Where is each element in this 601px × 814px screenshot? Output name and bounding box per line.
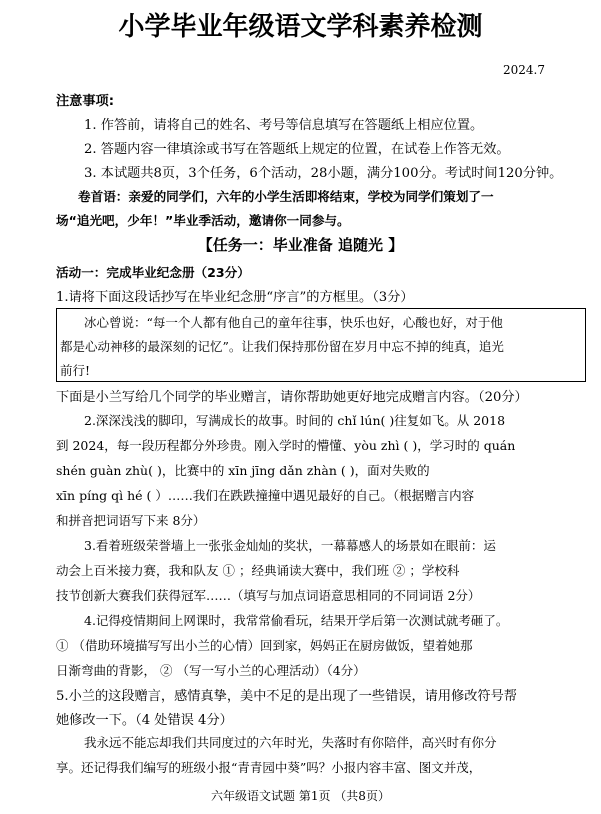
question-1: 1.请将下面这段话抄写在毕业纪念册“序言”的方框里。（3分）	[56, 290, 414, 305]
quote-line-3: 前行!	[60, 363, 91, 378]
question-5-line-2: 她修改一下。（4 处错误 4分）	[56, 713, 233, 728]
question-2-line-1: 2.深深浅浅的脚印，写满成长的故事。时间的 chǐ lún( )往复如飞。从 2018	[84, 413, 506, 428]
notice-heading: 注意事项:	[56, 94, 115, 109]
question-3-line-3: 技节创新大赛我们获得冠军……（填写与加点词语意思相同的不同词语 2分）	[56, 588, 481, 603]
question-5-line-1: 5.小兰的这段赠言，感情真挚，美中不足的是出现了一些错误，请用修改符号帮	[56, 689, 517, 704]
question-4-line-3: 日渐弯曲的背影， ② （写一写小兰的心理活动）（4分）	[56, 663, 366, 678]
question-2-line-5: 和拼音把词语写下来 8分）	[56, 513, 206, 528]
notice-item-1: 1. 作答前，请将自己的姓名、考号等信息填写在答题纸上相应位置。	[84, 118, 484, 133]
page-footer: 六年级语文试题 第1页 （共8页）	[211, 789, 390, 803]
question-2-line-3: shén guàn zhù( )，比赛中的 xīn jīng dǎn zhàn ( )，面对失败的	[56, 463, 430, 478]
quote-line-2: 都是心动神移的最深刻的记忆”。让我们保持那份留在岁月中忘不掉的纯真，追光	[60, 339, 504, 354]
question-3-line-1: 3.看着班级荣誉墙上一张张金灿灿的奖状，一幕幕感人的场景如在眼前：运	[84, 538, 496, 553]
question-2-line-4: xīn píng qì hé ( ）……我们在跌跌撞撞中遇见最好的自己。（根据赠言内容	[56, 488, 475, 503]
instruction-text: 下面是小兰写给几个同学的毕业赠言，请你帮助她更好地完成赠言内容。（20分）	[56, 390, 528, 405]
notice-item-3: 3. 本试题共8页，3个任务，6个活动，28小题，满分100分。考试时间120分钟。	[84, 166, 563, 181]
passage-line-1: 我永远不能忘却我们共同度过的六年时光，失落时有你陪伴，高兴时有你分	[84, 735, 497, 750]
passage-line-2: 享。还记得我们编写的班级小报“青青园中葵”吗？小报内容丰富、图文并茂，	[56, 760, 482, 775]
preface-line-1: 卷首语：亲爱的同学们，六年的小学生活即将结束，学校为同学们策划了一	[78, 189, 494, 204]
preface-line-2: 场“追光吧，少年！”毕业季活动，邀请你一同参与。	[56, 213, 350, 228]
question-2-line-2: 到 2024，每一段历程都分外珍贵。刚入学时的懵懂、yòu zhì ( )，学习时的 quán	[56, 438, 516, 453]
quote-line-1: 冰心曾说：“每一个人都有他自己的童年往事，快乐也好，心酸也好，对于他	[84, 315, 503, 330]
activity-heading: 活动一：完成毕业纪念册（23分）	[56, 265, 250, 280]
question-4-line-1: 4.记得疫情期间上网课时，我常常偷看玩，结果开学后第一次测试就考砸了。	[84, 613, 509, 628]
page-title: 小学毕业年级语文学科素养检测	[118, 12, 483, 42]
task-title: 【任务一：毕业准备 追随光 】	[197, 236, 404, 254]
question-4-line-2: ① （借助环境描写写出小兰的心情）回到家，妈妈正在厨房做饭，望着她那	[56, 638, 473, 653]
notice-item-2: 2. 答题内容一律填涂或书写在答题纸上规定的位置，在试卷上作答无效。	[84, 142, 510, 157]
question-3-line-2: 动会上百米接力赛，我和队友 ① ；经典诵读大赛中，我们班 ② ；学校科	[56, 563, 460, 578]
exam-date: 2024.7	[503, 63, 545, 77]
